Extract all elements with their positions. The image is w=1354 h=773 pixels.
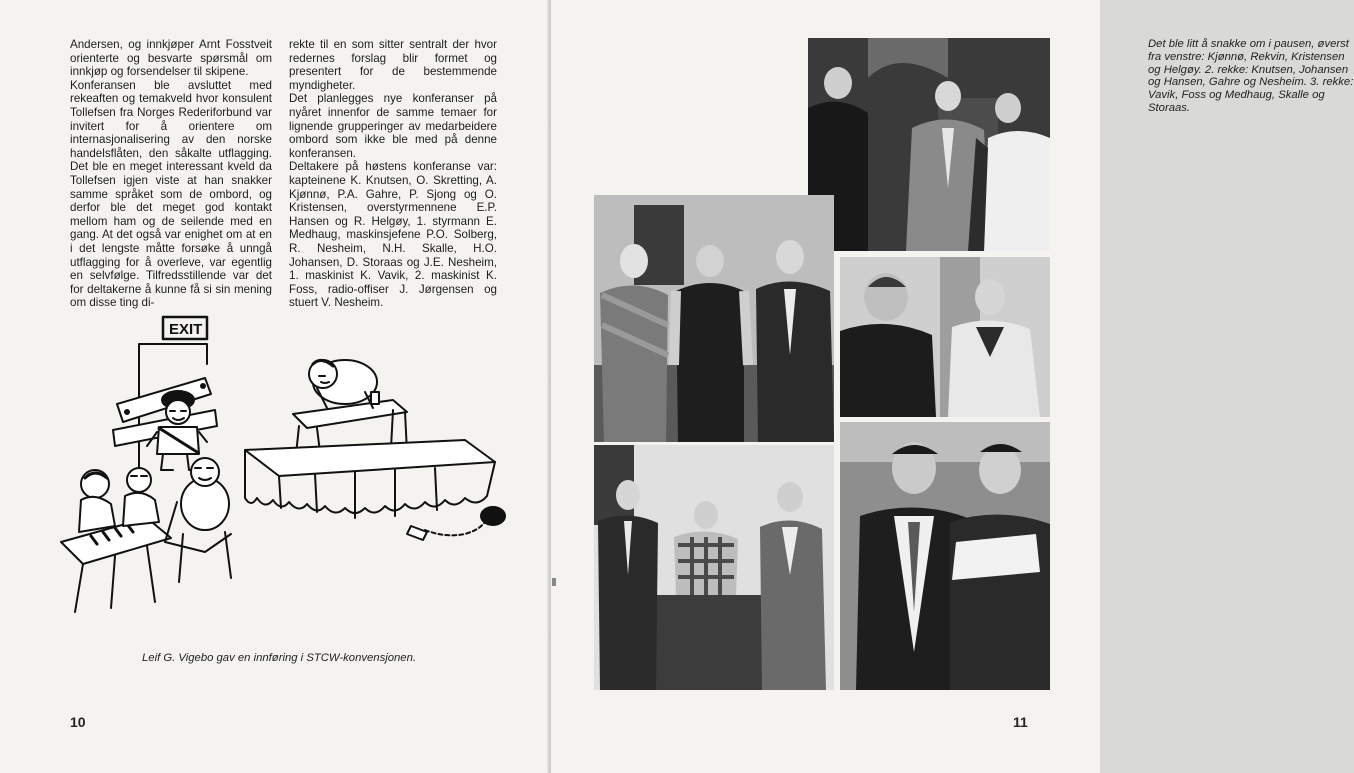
photo-caption: Det ble litt å snakke om i pausen, øverst fra venstre: Kjønnø, Rekvin, Kristensen og Helgøy. 2. rekke: Knutsen, Johansen og Hansen, Gahre og Nesheim. 3. rekke: Vavik, Foss og Medhaug, Skalle og Storaas. [1148,38,1354,114]
cartoon-caption: Leif G. Vigebo gav en innføring i STCW-konvensjonen. [142,652,416,664]
cartoon-illustration [55,312,515,632]
page-number-left: 10 [70,714,86,730]
page-edge-mark [552,578,556,586]
text-column-2: rekte til en som sitter sentralt der hvor redernes forslag blir formet og presentert for de bestemmende myndigheter. Det planlegges nye konferanser på nyåret innenfor de samme temaer for lignende grupperinger av medarbeidere ombord som ikke ble med på denne konferansen. Deltakere på høstens konferanse var: kapteinene K. Knutsen, O. Skretting, A. Kjønnø, P.A. Gahre, P. Sjong og O. Kristensen, overstyrmennene E.P. Hansen og R. Helgøy, 1. styrmann E. Medhaug, maskinsjefene P.O. Solberg, R. Nesheim, N.H. Skalle, H.O. Johansen, D. Storaas og J.E. Nesheim, 1. maskinist K. Vavik, 2. maskinist K. Foss, radio-offiser J. Jørgensen og stuert V. Nesheim. [289,38,497,310]
photo-group-middle-left [594,195,834,442]
photo-pair-bottom-right [840,422,1050,690]
right-page [551,0,1354,773]
exit-sign-text: EXIT [169,321,203,338]
photo-pair-middle-right [840,257,1050,417]
page-number-right: 11 [1013,714,1028,730]
photo-group-bottom-left [594,445,834,690]
photo-group-top [808,38,1050,251]
left-page [0,0,549,773]
text-column-1: Andersen, og innkjøper Arnt Fosstveit orienterte og besvarte spørsmål om innkjøp og forsendelser til skipene. Konferansen ble avsluttet med rekeaften og temakveld hvor konsulent Tollefsen fra Norges Rederiforbund var invitert for å orientere om internasjonalisering av den norske handelsflåten, den såkalte utflagging. Det ble en meget interessant kveld da Tollefsen igjen viste at han snakker samme språket som de ombord, og derfor ble det meget god kontakt mellom ham og de seilende med en gang. At det også var enighet om at en i det lengste måtte forsøke å unngå utflagging for å overleve, var egentlig en selvfølge. Tilfredsstillende var det for deltakerne å kunne få si sin mening om disse ting di- [70,38,272,310]
